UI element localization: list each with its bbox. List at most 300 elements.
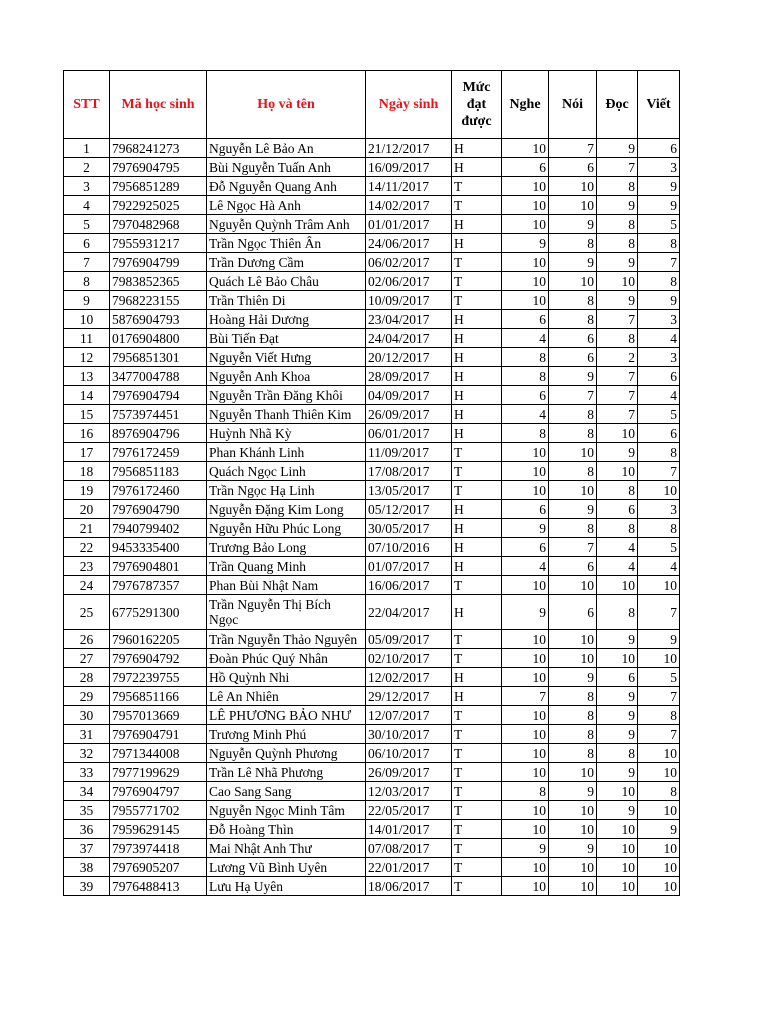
cell-student-code: 7976488413 [110, 877, 207, 896]
table-row [64, 348, 680, 367]
cell-listening: 10 [502, 443, 549, 462]
cell-birth-date: 04/09/2017 [366, 386, 452, 405]
cell-speaking: 8 [549, 725, 597, 744]
cell-level: T [452, 763, 502, 782]
cell-full-name: Trần Dương Cầm [207, 253, 366, 272]
table-row [64, 858, 680, 877]
cell-student-code: 7922925025 [110, 196, 207, 215]
cell-speaking: 8 [549, 706, 597, 725]
cell-writing: 3 [638, 348, 680, 367]
table-row [64, 576, 680, 595]
cell-reading: 10 [597, 782, 638, 801]
cell-stt: 39 [64, 877, 110, 896]
cell-birth-date: 21/12/2017 [366, 139, 452, 158]
table-row [64, 386, 680, 405]
cell-student-code: 7976172459 [110, 443, 207, 462]
table-row [64, 481, 680, 500]
cell-stt: 8 [64, 272, 110, 291]
cell-speaking: 10 [549, 481, 597, 500]
cell-student-code: 7971344008 [110, 744, 207, 763]
cell-student-code: 7976904799 [110, 253, 207, 272]
cell-level: H [452, 557, 502, 576]
cell-speaking: 8 [549, 744, 597, 763]
cell-birth-date: 12/07/2017 [366, 706, 452, 725]
cell-listening: 8 [502, 424, 549, 443]
cell-writing: 7 [638, 725, 680, 744]
cell-level: T [452, 462, 502, 481]
cell-speaking: 6 [549, 158, 597, 177]
cell-reading: 7 [597, 405, 638, 424]
table-row [64, 215, 680, 234]
cell-level: T [452, 706, 502, 725]
cell-reading: 10 [597, 576, 638, 595]
cell-full-name: Cao Sang Sang [207, 782, 366, 801]
cell-speaking: 9 [549, 500, 597, 519]
cell-birth-date: 24/06/2017 [366, 234, 452, 253]
cell-listening: 4 [502, 329, 549, 348]
cell-reading: 8 [597, 329, 638, 348]
header-speaking: Nói [549, 71, 597, 139]
cell-birth-date: 16/06/2017 [366, 576, 452, 595]
table-row [64, 424, 680, 443]
cell-listening: 8 [502, 367, 549, 386]
cell-level: T [452, 196, 502, 215]
cell-speaking: 8 [549, 405, 597, 424]
cell-speaking: 9 [549, 367, 597, 386]
cell-writing: 3 [638, 500, 680, 519]
cell-birth-date: 12/02/2017 [366, 668, 452, 687]
cell-speaking: 9 [549, 782, 597, 801]
table-row [64, 272, 680, 291]
cell-level: T [452, 576, 502, 595]
cell-student-code: 7970482968 [110, 215, 207, 234]
cell-level: T [452, 744, 502, 763]
cell-full-name: Huỳnh Nhã Kỳ [207, 424, 366, 443]
cell-writing: 7 [638, 687, 680, 706]
cell-full-name: Mai Nhật Anh Thư [207, 839, 366, 858]
cell-full-name: Lê An Nhiên [207, 687, 366, 706]
cell-reading: 8 [597, 234, 638, 253]
cell-student-code: 7976172460 [110, 481, 207, 500]
table-row [64, 462, 680, 481]
cell-student-code: 7976904791 [110, 725, 207, 744]
cell-full-name: Đỗ Nguyễn Quang Anh [207, 177, 366, 196]
cell-level: H [452, 500, 502, 519]
cell-writing: 7 [638, 462, 680, 481]
cell-stt: 38 [64, 858, 110, 877]
cell-listening: 10 [502, 820, 549, 839]
cell-writing: 10 [638, 481, 680, 500]
cell-stt: 22 [64, 538, 110, 557]
cell-reading: 8 [597, 177, 638, 196]
cell-speaking: 9 [549, 839, 597, 858]
cell-level: T [452, 630, 502, 649]
cell-speaking: 8 [549, 424, 597, 443]
cell-listening: 10 [502, 801, 549, 820]
cell-stt: 16 [64, 424, 110, 443]
cell-writing: 10 [638, 801, 680, 820]
cell-birth-date: 20/12/2017 [366, 348, 452, 367]
cell-speaking: 9 [549, 253, 597, 272]
cell-listening: 6 [502, 310, 549, 329]
cell-listening: 9 [502, 839, 549, 858]
cell-listening: 10 [502, 763, 549, 782]
cell-listening: 10 [502, 272, 549, 291]
cell-reading: 9 [597, 630, 638, 649]
cell-level: H [452, 595, 502, 630]
cell-full-name: Nguyễn Trần Đăng Khôi [207, 386, 366, 405]
table-body [64, 139, 680, 896]
cell-listening: 10 [502, 630, 549, 649]
cell-birth-date: 30/10/2017 [366, 725, 452, 744]
cell-birth-date: 02/06/2017 [366, 272, 452, 291]
table-row [64, 443, 680, 462]
cell-stt: 30 [64, 706, 110, 725]
header-student-code: Mã học sinh [110, 71, 207, 139]
cell-stt: 6 [64, 234, 110, 253]
cell-writing: 8 [638, 443, 680, 462]
cell-stt: 25 [64, 595, 110, 630]
cell-writing: 9 [638, 630, 680, 649]
cell-writing: 3 [638, 158, 680, 177]
cell-reading: 2 [597, 348, 638, 367]
cell-student-code: 7968241273 [110, 139, 207, 158]
cell-speaking: 10 [549, 630, 597, 649]
cell-listening: 10 [502, 576, 549, 595]
cell-full-name: Đoàn Phúc Quý Nhân [207, 649, 366, 668]
cell-level: T [452, 725, 502, 744]
cell-student-code: 9453335400 [110, 538, 207, 557]
cell-speaking: 8 [549, 462, 597, 481]
cell-writing: 5 [638, 215, 680, 234]
header-row [64, 71, 680, 139]
cell-student-code: 7976904794 [110, 386, 207, 405]
cell-level: H [452, 687, 502, 706]
cell-listening: 9 [502, 234, 549, 253]
student-grade-table [63, 70, 680, 896]
cell-birth-date: 01/07/2017 [366, 557, 452, 576]
cell-reading: 9 [597, 687, 638, 706]
cell-listening: 6 [502, 500, 549, 519]
cell-stt: 36 [64, 820, 110, 839]
cell-writing: 10 [638, 858, 680, 877]
cell-stt: 33 [64, 763, 110, 782]
cell-full-name: Nguyễn Anh Khoa [207, 367, 366, 386]
cell-writing: 10 [638, 877, 680, 896]
cell-stt: 2 [64, 158, 110, 177]
cell-stt: 28 [64, 668, 110, 687]
cell-speaking: 8 [549, 519, 597, 538]
cell-reading: 7 [597, 386, 638, 405]
cell-reading: 7 [597, 310, 638, 329]
cell-reading: 10 [597, 649, 638, 668]
cell-stt: 10 [64, 310, 110, 329]
cell-writing: 9 [638, 291, 680, 310]
cell-reading: 4 [597, 557, 638, 576]
cell-level: T [452, 801, 502, 820]
cell-level: H [452, 329, 502, 348]
cell-student-code: 7976904801 [110, 557, 207, 576]
cell-writing: 7 [638, 595, 680, 630]
cell-stt: 21 [64, 519, 110, 538]
table-row [64, 500, 680, 519]
cell-listening: 8 [502, 348, 549, 367]
cell-speaking: 8 [549, 291, 597, 310]
cell-birth-date: 24/04/2017 [366, 329, 452, 348]
cell-birth-date: 06/02/2017 [366, 253, 452, 272]
header-writing: Viết [638, 71, 680, 139]
cell-listening: 10 [502, 744, 549, 763]
table-row [64, 744, 680, 763]
cell-birth-date: 18/06/2017 [366, 877, 452, 896]
cell-writing: 8 [638, 782, 680, 801]
cell-writing: 6 [638, 139, 680, 158]
cell-level: T [452, 177, 502, 196]
cell-listening: 10 [502, 462, 549, 481]
cell-student-code: 7956851183 [110, 462, 207, 481]
table-row [64, 367, 680, 386]
cell-full-name: Trương Bảo Long [207, 538, 366, 557]
cell-birth-date: 14/01/2017 [366, 820, 452, 839]
cell-student-code: 7983852365 [110, 272, 207, 291]
cell-reading: 7 [597, 158, 638, 177]
cell-writing: 10 [638, 763, 680, 782]
cell-speaking: 8 [549, 310, 597, 329]
cell-full-name: Trần Quang Minh [207, 557, 366, 576]
cell-reading: 4 [597, 538, 638, 557]
header-full-name: Họ và tên [207, 71, 366, 139]
cell-reading: 9 [597, 139, 638, 158]
cell-full-name: Lương Vũ Bình Uyên [207, 858, 366, 877]
cell-level: H [452, 139, 502, 158]
table-row [64, 405, 680, 424]
cell-student-code: 7960162205 [110, 630, 207, 649]
cell-full-name: Phan Khánh Linh [207, 443, 366, 462]
table-row [64, 687, 680, 706]
cell-reading: 8 [597, 215, 638, 234]
table-row [64, 253, 680, 272]
cell-birth-date: 23/04/2017 [366, 310, 452, 329]
cell-listening: 10 [502, 706, 549, 725]
cell-writing: 8 [638, 706, 680, 725]
cell-reading: 6 [597, 668, 638, 687]
cell-speaking: 7 [549, 538, 597, 557]
cell-reading: 10 [597, 877, 638, 896]
cell-speaking: 10 [549, 177, 597, 196]
cell-student-code: 7972239755 [110, 668, 207, 687]
table-row [64, 196, 680, 215]
table-row [64, 649, 680, 668]
cell-birth-date: 10/09/2017 [366, 291, 452, 310]
cell-listening: 10 [502, 858, 549, 877]
cell-reading: 9 [597, 196, 638, 215]
cell-speaking: 10 [549, 820, 597, 839]
cell-listening: 10 [502, 253, 549, 272]
cell-level: H [452, 405, 502, 424]
cell-full-name: Đỗ Hoàng Thìn [207, 820, 366, 839]
cell-birth-date: 07/10/2016 [366, 538, 452, 557]
table-row [64, 801, 680, 820]
cell-reading: 10 [597, 839, 638, 858]
cell-student-code: 7940799402 [110, 519, 207, 538]
cell-stt: 32 [64, 744, 110, 763]
cell-speaking: 9 [549, 668, 597, 687]
cell-full-name: Nguyễn Đặng Kim Long [207, 500, 366, 519]
cell-listening: 8 [502, 782, 549, 801]
cell-speaking: 6 [549, 329, 597, 348]
cell-writing: 8 [638, 519, 680, 538]
cell-reading: 8 [597, 519, 638, 538]
cell-full-name: Trần Lê Nhã Phương [207, 763, 366, 782]
cell-reading: 10 [597, 858, 638, 877]
cell-reading: 10 [597, 462, 638, 481]
cell-level: H [452, 158, 502, 177]
cell-level: T [452, 782, 502, 801]
cell-student-code: 7968223155 [110, 291, 207, 310]
cell-level: H [452, 519, 502, 538]
cell-birth-date: 06/01/2017 [366, 424, 452, 443]
cell-speaking: 6 [549, 595, 597, 630]
cell-writing: 6 [638, 367, 680, 386]
cell-birth-date: 22/04/2017 [366, 595, 452, 630]
cell-listening: 9 [502, 519, 549, 538]
cell-stt: 9 [64, 291, 110, 310]
cell-stt: 26 [64, 630, 110, 649]
cell-full-name: Quách Lê Bảo Châu [207, 272, 366, 291]
cell-level: H [452, 310, 502, 329]
cell-stt: 7 [64, 253, 110, 272]
cell-listening: 6 [502, 158, 549, 177]
cell-listening: 10 [502, 668, 549, 687]
cell-reading: 10 [597, 424, 638, 443]
cell-full-name: Phan Bùi Nhật Nam [207, 576, 366, 595]
cell-full-name: Nguyễn Ngọc Minh Tâm [207, 801, 366, 820]
cell-student-code: 3477004788 [110, 367, 207, 386]
cell-stt: 12 [64, 348, 110, 367]
cell-listening: 10 [502, 177, 549, 196]
table-row [64, 557, 680, 576]
cell-writing: 4 [638, 329, 680, 348]
cell-birth-date: 12/03/2017 [366, 782, 452, 801]
cell-speaking: 10 [549, 801, 597, 820]
cell-birth-date: 05/09/2017 [366, 630, 452, 649]
cell-writing: 10 [638, 649, 680, 668]
table-row [64, 158, 680, 177]
cell-speaking: 10 [549, 272, 597, 291]
cell-reading: 9 [597, 725, 638, 744]
cell-writing: 8 [638, 234, 680, 253]
cell-level: T [452, 253, 502, 272]
cell-listening: 4 [502, 405, 549, 424]
cell-stt: 1 [64, 139, 110, 158]
table-row [64, 839, 680, 858]
cell-stt: 34 [64, 782, 110, 801]
cell-speaking: 10 [549, 877, 597, 896]
table-row [64, 763, 680, 782]
cell-stt: 14 [64, 386, 110, 405]
cell-speaking: 6 [549, 348, 597, 367]
cell-stt: 20 [64, 500, 110, 519]
cell-listening: 10 [502, 649, 549, 668]
cell-reading: 9 [597, 253, 638, 272]
cell-full-name: Hồ Quỳnh Nhi [207, 668, 366, 687]
cell-listening: 10 [502, 196, 549, 215]
cell-listening: 6 [502, 386, 549, 405]
cell-student-code: 7976905207 [110, 858, 207, 877]
cell-full-name: Bùi Nguyễn Tuấn Anh [207, 158, 366, 177]
cell-writing: 3 [638, 310, 680, 329]
cell-birth-date: 16/09/2017 [366, 158, 452, 177]
cell-birth-date: 22/01/2017 [366, 858, 452, 877]
cell-full-name: Nguyễn Hữu Phúc Long [207, 519, 366, 538]
cell-listening: 10 [502, 877, 549, 896]
cell-writing: 6 [638, 424, 680, 443]
cell-level: T [452, 649, 502, 668]
cell-listening: 10 [502, 215, 549, 234]
cell-reading: 7 [597, 367, 638, 386]
header-reading: Đọc [597, 71, 638, 139]
cell-speaking: 9 [549, 215, 597, 234]
cell-birth-date: 07/08/2017 [366, 839, 452, 858]
cell-stt: 24 [64, 576, 110, 595]
cell-student-code: 7959629145 [110, 820, 207, 839]
cell-birth-date: 13/05/2017 [366, 481, 452, 500]
cell-level: T [452, 291, 502, 310]
cell-level: H [452, 386, 502, 405]
cell-birth-date: 30/05/2017 [366, 519, 452, 538]
cell-student-code: 7956851289 [110, 177, 207, 196]
cell-stt: 35 [64, 801, 110, 820]
cell-reading: 8 [597, 481, 638, 500]
cell-speaking: 6 [549, 557, 597, 576]
cell-level: T [452, 820, 502, 839]
cell-stt: 17 [64, 443, 110, 462]
cell-listening: 7 [502, 687, 549, 706]
cell-stt: 37 [64, 839, 110, 858]
cell-birth-date: 05/12/2017 [366, 500, 452, 519]
cell-birth-date: 22/05/2017 [366, 801, 452, 820]
cell-reading: 9 [597, 763, 638, 782]
cell-writing: 4 [638, 386, 680, 405]
table-row [64, 630, 680, 649]
cell-birth-date: 14/02/2017 [366, 196, 452, 215]
cell-full-name: Hoàng Hải Dương [207, 310, 366, 329]
header-stt: STT [64, 71, 110, 139]
cell-student-code: 7955771702 [110, 801, 207, 820]
table-row [64, 595, 680, 630]
cell-student-code: 7976904790 [110, 500, 207, 519]
cell-full-name: Nguyễn Quỳnh Trâm Anh [207, 215, 366, 234]
cell-student-code: 7977199629 [110, 763, 207, 782]
cell-birth-date: 17/08/2017 [366, 462, 452, 481]
cell-full-name: Trương Minh Phú [207, 725, 366, 744]
cell-level: H [452, 424, 502, 443]
cell-stt: 27 [64, 649, 110, 668]
cell-birth-date: 26/09/2017 [366, 763, 452, 782]
cell-level: H [452, 348, 502, 367]
cell-listening: 9 [502, 595, 549, 630]
cell-writing: 9 [638, 196, 680, 215]
cell-level: H [452, 538, 502, 557]
table-row [64, 234, 680, 253]
cell-reading: 10 [597, 820, 638, 839]
cell-full-name: Quách Ngọc Linh [207, 462, 366, 481]
cell-full-name: Nguyễn Thanh Thiên Kim [207, 405, 366, 424]
cell-birth-date: 02/10/2017 [366, 649, 452, 668]
header-achievement-level: Mức đạt được [452, 71, 502, 139]
cell-student-code: 7976904795 [110, 158, 207, 177]
cell-writing: 5 [638, 405, 680, 424]
